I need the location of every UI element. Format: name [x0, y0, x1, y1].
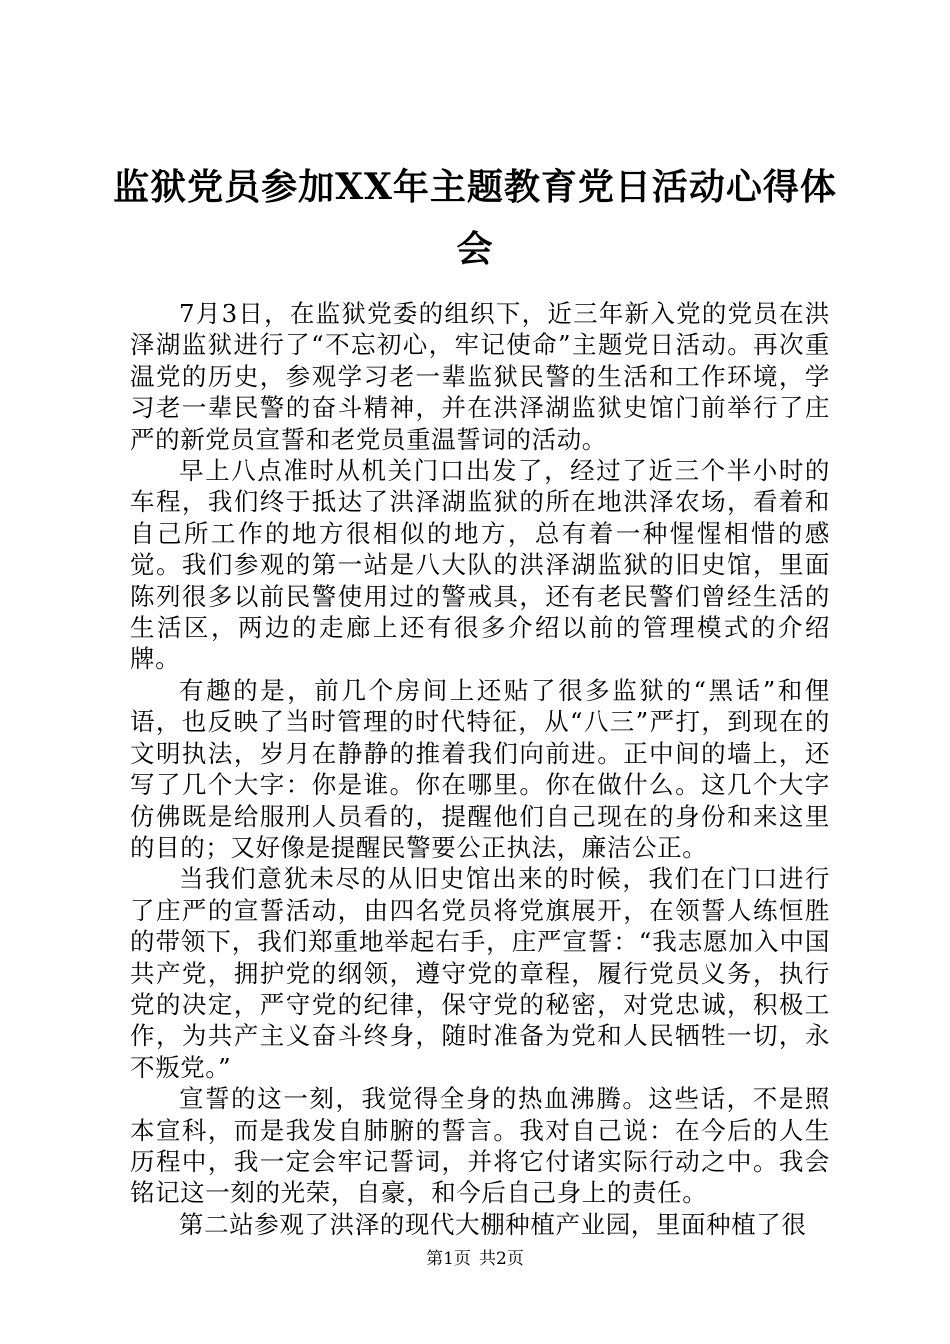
- paragraph: 宣誓的这一刻，我觉得全身的热血沸腾。这些话，不是照本宣科，而是我发自肺腑的誓言。我对自己说：在今后的人生历程中，我一定会牢记誓词，并将它付诸实际行动之中。我会铭记这一刻的光荣，自豪，和今后自己身上的责任。: [130, 1084, 830, 1208]
- document-body: [130, 298, 830, 1240]
- page-number: 第1页: [426, 1249, 471, 1269]
- paragraph: 第二站参观了洪泽的现代大棚种植产业园，里面种植了很: [179, 1209, 807, 1239]
- paragraph: 7月3日，在监狱党委的组织下，近三年新入党的党员在洪泽湖监狱进行了“不忘初心，牢记使命”主题党日活动。再次重温党的历史，参观学习老一辈监狱民警的生活和工作环境，学习老一辈民警的奋斗精神，并在洪泽湖监狱史馆门前举行了庄严的新党员宣誓和老党员重温誓词的活动。: [130, 299, 830, 454]
- paragraph: 当我们意犹未尽的从旧史馆出来的时候，我们在门口进行了庄严的宣誓活动，由四名党员将党旗展开，在领誓人练恒胜的带领下，我们郑重地举起右手，庄严宣誓：“我志愿加入中国共产党，拥护党的纲领，遵守党的章程，履行党员义务，执行党的决定，严守党的纪律，保守党的秘密，对党忠诚，积极工作，为共产主义奋斗终身，随时准备为党和人民牺牲一切，永不叛党。”: [130, 864, 830, 1082]
- page-footer: [0, 1248, 950, 1270]
- document-title: 监狱党员参加XX年主题教育党日活动心得体会: [113, 166, 837, 270]
- paragraph: 有趣的是，前几个房间上还贴了很多监狱的“黑话”和俚语，也反映了当时管理的时代特征，从“八三”严打，到现在的文明执法，岁月在静静的推着我们向前进。正中间的墙上，还写了几个大字：你是谁。你在哪里。你在做什么。这几个大字仿佛既是给服刑人员看的，提醒他们自己现在的身份和来这里的目的；又好像是提醒民警要公正执法，廉洁公正。: [130, 675, 830, 862]
- page-total: 共2页: [479, 1249, 524, 1269]
- paragraph: 早上八点准时从机关门口出发了，经过了近三个半小时的车程，我们终于抵达了洪泽湖监狱的所在地洪泽农场，看着和自己所工作的地方很相似的地方，总有着一种惺惺相惜的感觉。我们参观的第一站是八大队的洪泽湖监狱的旧史馆，里面陈列很多以前民警使用过的警戒具，还有老民警们曾经生活的生活区，两边的走廊上还有很多介绍以前的管理模式的介绍牌。: [130, 456, 830, 674]
